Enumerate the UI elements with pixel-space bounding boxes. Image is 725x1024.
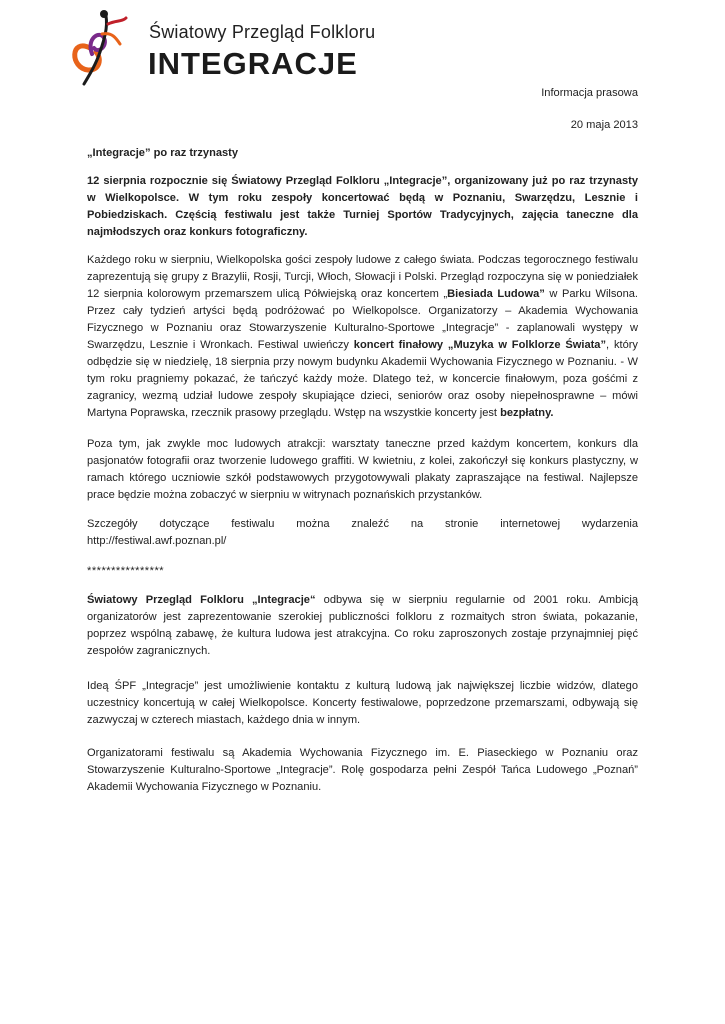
p1-bold-free: bezpłatny. (500, 407, 554, 419)
logo-title: INTEGRACJE (148, 46, 358, 81)
festival-logo (60, 8, 376, 88)
logo-subtitle: Światowy Przegląd Folkloru (149, 22, 376, 42)
p1-text-1: Każdego roku w sierpniu, Wielkopolska gości zespoły ludowe z całego świata. Podczas tegorocznego festiwalu zaprezentują się grupy z Brazylii, Rosji, Turcji, Włoch, Słowacji i Polski. Przegląd rozpoczyna się w poniedziałek 12 sierpnia kolorowym przemarszem ulicą Półwiejską oraz koncertem „ (87, 254, 638, 300)
paragraph-idea: Ideą ŚPF „Integracje” jest umożliwienie kontaktu z kulturą ludową jak największej liczbie widzów, dlatego uczestnicy koncertują w całej Wielkopolsce. Koncerty festiwalowe, poprzedzone przemarszami, odbywają się zazwyczaj w czterech miastach, każdego dnia w innym. (87, 680, 638, 726)
festival-website-link[interactable]: http://festiwal.awf.poznan.pl/ (87, 535, 227, 547)
about-text: odbywa się w sierpniu regularnie od 2001 roku. Ambicją organizatorów jest zaprezentowanie szerokiej publiczności folkloru z rozmaitych stron świata, pokazanie, poprzez wspólną zabawę, że kultura ludowa jest atrakcyjna. Co roku zaproszonych zostaje przynajmniej pięć zespołów zagranicznych. (87, 594, 638, 657)
p1-text-3: , który odbędzie się w niedzielę, 18 sierpnia przy nowym budynku Akademii Wychowania Fizycznego w Poznaniu. - W tym roku pragniemy pokazać, że tańczyć każdy może. Dlatego też, w koncercie finałowym, poza gośćmi z zagranicy, wezmą udział ludowe zespoły skupiające dzieci, seniorów oraz osoby niepełnosprawne – mówi Martyna Poprawska, rzecznik prasowy przeglądu. Wstęp na wszystkie koncerty jest (87, 339, 638, 419)
release-date: 20 maja 2013 (570, 119, 638, 131)
headline: „Integracje” po raz trzynasty (87, 147, 239, 159)
p1-bold-final-concert: koncert finałowy „Muzyka w Folklorze Świata” (353, 339, 607, 351)
paragraph-organizers: Organizatorami festiwalu są Akademia Wychowania Fizycznego im. E. Piaseckiego w Poznaniu oraz Stowarzyszenie Kulturalno-Sportowe „Integracje”. Rolę gospodarza pełni Zespół Tańca Ludowego „Poznań” Akademii Wychowania Fizycznego w Poznaniu. (87, 747, 638, 793)
p1-bold-biesiada: Biesiada Ludowa” (447, 288, 545, 300)
p1-text-2: w Parku Wilsona. Przez cały tydzień artyści będą podróżować po Wielkopolsce. Organizatorzy – Akademia Wychowania Fizycznego w Poznaniu oraz Stowarzyszenie Kulturalno-Sportowe „Integracje” - zaplanowali występy w Swarzędzu, Lesznie i Wronkach. Festiwal uwieńczy (87, 288, 639, 351)
paragraph-main (87, 252, 638, 422)
section-separator: **************** (87, 565, 165, 577)
document-type: Informacja prasowa (541, 87, 638, 99)
dancer-figure-icon (60, 8, 144, 88)
paragraph-attractions: Poza tym, jak zwykle moc ludowych atrakcji: warsztaty taneczne przed każdym koncertem, konkurs dla pasjonatów fotografii oraz tworzenie ludowego graffiti. W kwietniu, z kolei, zakończył się konkurs plastyczny, w ramach którego uczniowie szkół podstawowych przygotowywali plakaty zapraszające na festiwal. Najlepsze prace będzie można zobaczyć w sierpniu w witrynach poznańskich przystanków. (87, 438, 638, 501)
paragraph-details: Szczegóły dotyczące festiwalu można znaleźć na stronie internetowej wydarzenia (87, 518, 638, 530)
paragraph-about (87, 592, 638, 660)
about-bold-name: Światowy Przegląd Folkloru „Integracje“ (87, 594, 316, 606)
lead-paragraph: 12 sierpnia rozpocznie się Światowy Przegląd Folkloru „Integracje”, organizowany już po raz trzynasty w Wielkopolsce. W tym roku zespoły koncertować będą w Poznaniu, Swarzędzu, Lesznie i Pobiedziskach. Częścią festiwalu jest także Turniej Sportów Tradycyjnych, zajęcia taneczne dla najmłodszych oraz konkurs fotograficzny. (87, 175, 638, 238)
